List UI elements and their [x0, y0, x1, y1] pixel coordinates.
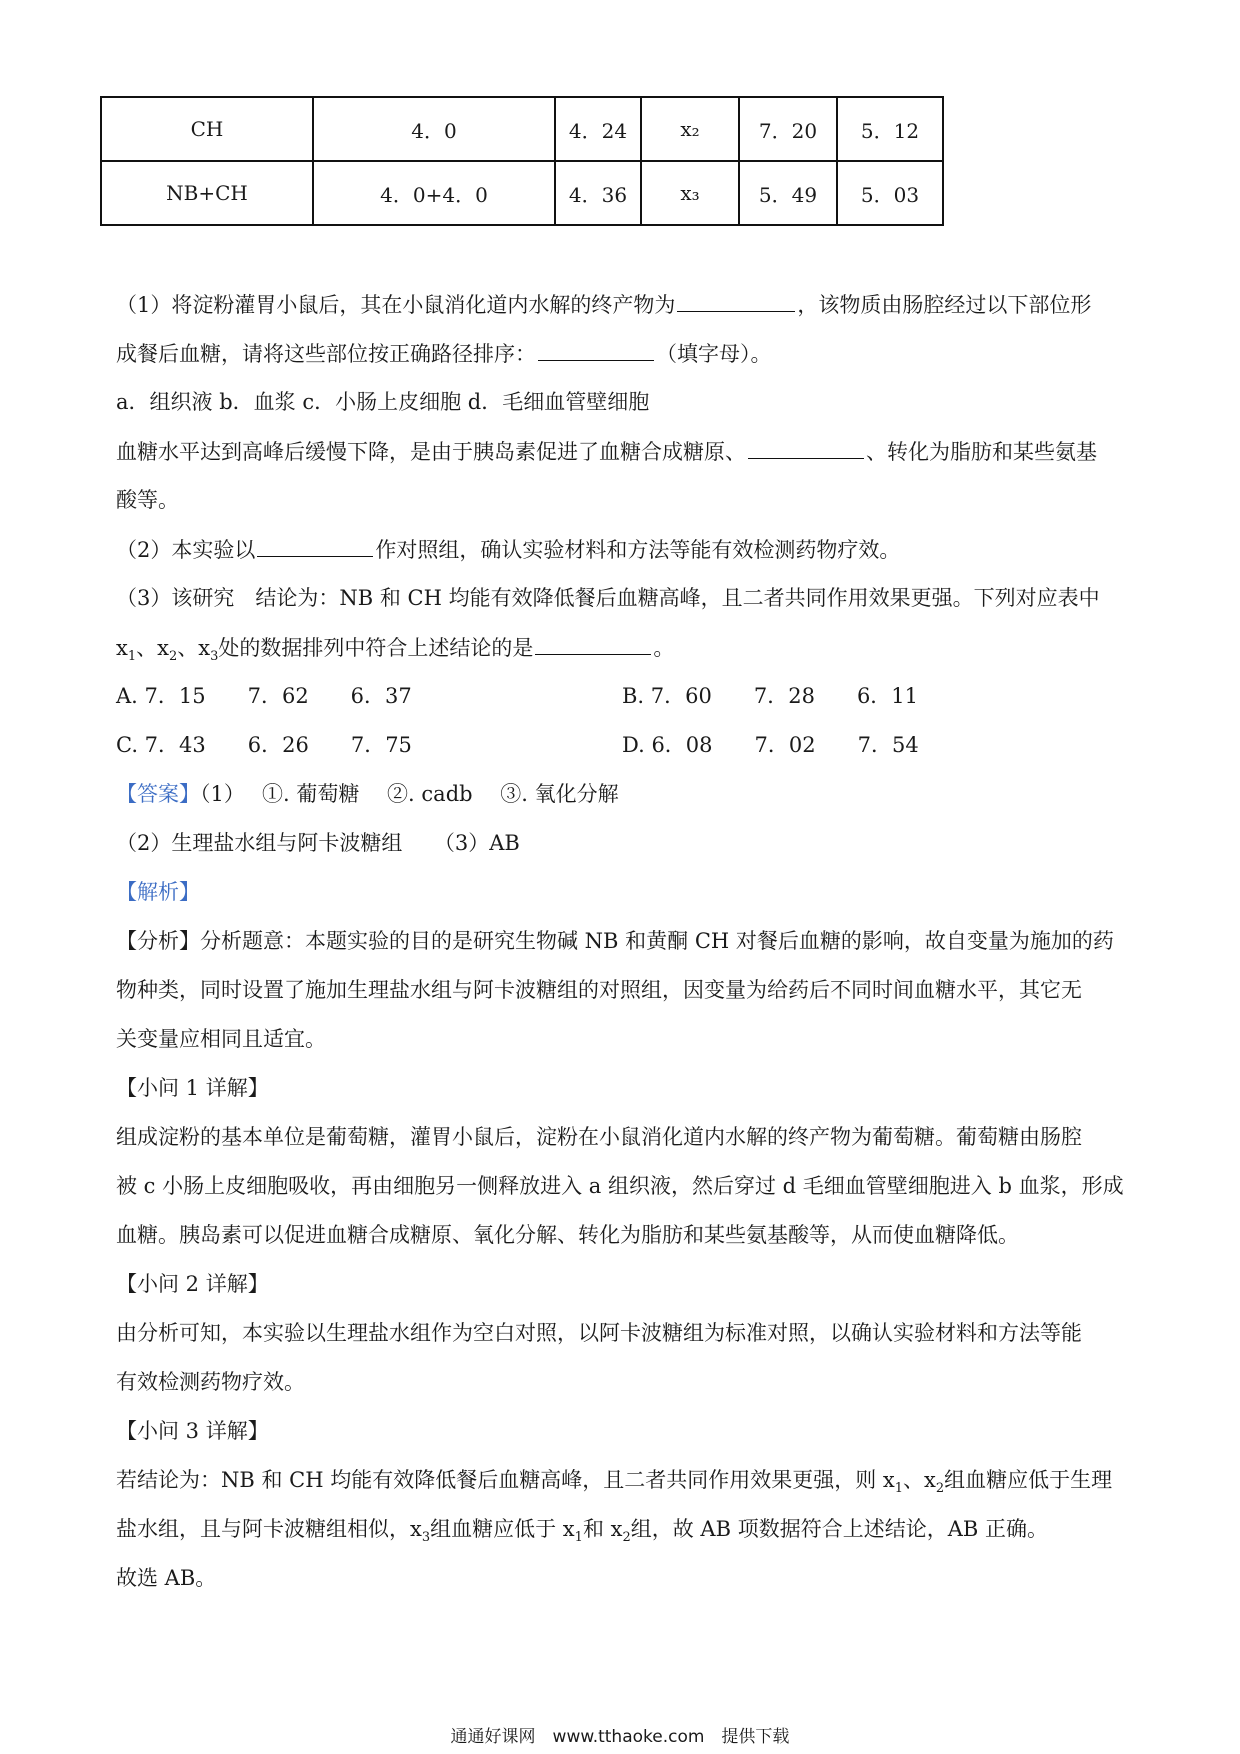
detail-text: 若结论为：NB 和 CH 均能有效降低餐后血糖高峰，且二者共同作用效果更强，则 x: [116, 1468, 895, 1492]
detail-3-line-1: [116, 1465, 1140, 1504]
answer-text: （1） ①. 葡萄糖 ②. cadb ③. 氧化分解: [200, 782, 619, 806]
question-text: 。: [653, 636, 675, 660]
answer-line-2: （2）生理盐水组与阿卡波糖组 （3）AB: [116, 831, 520, 855]
option-b: B. 7．60 7．28 6．11: [622, 684, 919, 708]
detail-2-line: 有效检测药物疗效。: [116, 1370, 305, 1394]
detail-text: 组血糖应低于生理: [944, 1468, 1113, 1492]
table-cell: x₃: [641, 161, 739, 225]
subscript: 2: [622, 1530, 631, 1546]
analysis-line: 关变量应相同且适宜。: [116, 1027, 326, 1051]
detail-text: 、x: [903, 1468, 936, 1492]
table-row: [101, 161, 943, 225]
detail-text: 和 x: [582, 1517, 623, 1541]
subscript: 1: [894, 1481, 904, 1497]
subscript: 2: [168, 649, 178, 665]
question-1-line-2: [116, 338, 1140, 369]
detail-3-title: 【小问 3 详解】: [116, 1419, 269, 1443]
detail-1-title: 【小问 1 详解】: [116, 1076, 269, 1100]
answer-blank: [257, 534, 373, 557]
detail-1-line: 组成淀粉的基本单位是葡萄糖，灌胃小鼠后，淀粉在小鼠消化道内水解的终产物为葡萄糖。葡萄糖由肠腔: [116, 1125, 1082, 1149]
subscript: 3: [210, 649, 219, 665]
detail-text: 组，故 AB 项数据符合上述结论，AB 正确。: [630, 1517, 1048, 1541]
detail-text: 盐水组，且与阿卡波糖组相似，x: [116, 1517, 422, 1541]
var-x: x: [116, 636, 128, 660]
detail-2-line: 由分析可知，本实验以生理盐水组作为空白对照，以阿卡波糖组为标准对照，以确认实验材料和方法等能: [116, 1321, 1082, 1345]
question-2: [116, 534, 1140, 565]
subscript: 2: [935, 1481, 945, 1497]
table-cell: 4．36: [555, 161, 641, 225]
question-text: （填字母）。: [656, 342, 772, 366]
question-text: （1）将淀粉灌胃小鼠后，其在小鼠消化道内水解的终产物为: [116, 293, 676, 317]
table-cell: 7．20: [739, 97, 837, 161]
table-cell: 5．12: [837, 97, 943, 161]
question-3-line-2: [116, 632, 1140, 672]
question-text: 作对照组，确认实验材料和方法等能有效检测药物疗效。: [375, 538, 901, 562]
subscript: 3: [421, 1530, 431, 1546]
var-x: 、x: [177, 636, 211, 660]
data-table: [100, 96, 944, 226]
answer-blank: [538, 338, 654, 361]
table-cell: 4．24: [555, 97, 641, 161]
footer-credit: 通通好课网 www.tthaoke.com 提供下载: [450, 1727, 790, 1747]
option-d: D. 6．08 7．02 7．54: [622, 733, 919, 757]
var-x: 、x: [136, 636, 169, 660]
table-cell: 5．49: [739, 161, 837, 225]
question-1-parts: a．组织液 b．血浆 c．小肠上皮细胞 d．毛细血管壁细胞: [116, 390, 650, 414]
table-row: [101, 97, 943, 161]
analysis-tag: 【解析】: [116, 880, 200, 904]
detail-2-title: 【小问 2 详解】: [116, 1272, 269, 1296]
detail-1-line: 被 c 小肠上皮细胞吸收，再由细胞另一侧释放进入 a 组织液，然后穿过 d 毛细血管壁细胞进入 b 血浆，形成: [116, 1174, 1124, 1198]
detail-1-line: 血糖。胰岛素可以促进血糖合成糖原、氧化分解、转化为脂肪和某些氨基酸等，从而使血糖降低。: [116, 1223, 1019, 1247]
answer-line-1: [116, 779, 1140, 809]
question-3-line-1: （3）该研究 结论为：NB 和 CH 均能有效降低餐后血糖高峰，且二者共同作用效果更强。下列对应表中: [116, 586, 1100, 610]
question-1-line-1: [116, 289, 1140, 320]
analysis-line: 物种类，同时设置了施加生理盐水组与阿卡波糖组的对照组，因变量为给药后不同时间血糖水平，其它无: [116, 978, 1082, 1002]
subscript: 1: [127, 649, 137, 665]
subscript: 1: [574, 1530, 583, 1546]
question-text: （2）本实验以: [116, 538, 256, 562]
option-c: C. 7．43 6．26 7．75: [116, 733, 412, 757]
answer-blank: [748, 436, 864, 459]
table-cell: x₂: [641, 97, 739, 161]
question-1-line-4: 酸等。: [116, 488, 179, 512]
detail-3-line-3: 故选 AB。: [116, 1566, 217, 1590]
table-cell: CH: [101, 97, 313, 161]
answer-blank: [677, 289, 795, 312]
analysis-line: 【分析】分析题意：本题实验的目的是研究生物碱 NB 和黄酮 CH 对餐后血糖的影响，故自变量为施加的药: [116, 929, 1114, 953]
question-text: 成餐后血糖，请将这些部位按正确路径排序：: [116, 342, 536, 366]
question-1-line-3: [116, 436, 1140, 467]
question-text: ，该物质由肠腔经过以下部位形: [797, 293, 1092, 317]
answer-tag: 【答案】: [116, 782, 200, 806]
table-cell: NB+CH: [101, 161, 313, 225]
question-text: 处的数据排列中符合上述结论的是: [218, 636, 534, 660]
table-cell: 5．03: [837, 161, 943, 225]
answer-blank: [535, 632, 651, 655]
table-cell: 4．0+4．0: [313, 161, 555, 225]
detail-3-line-2: [116, 1514, 1140, 1553]
question-text: 、转化为脂肪和某些氨基: [866, 440, 1097, 464]
option-a: A. 7．15 7．62 6．37: [116, 684, 412, 708]
detail-text: 组血糖应低于 x: [430, 1517, 575, 1541]
question-text: 血糖水平达到高峰后缓慢下降，是由于胰岛素促进了血糖合成糖原、: [116, 440, 746, 464]
table-cell: 4．0: [313, 97, 555, 161]
